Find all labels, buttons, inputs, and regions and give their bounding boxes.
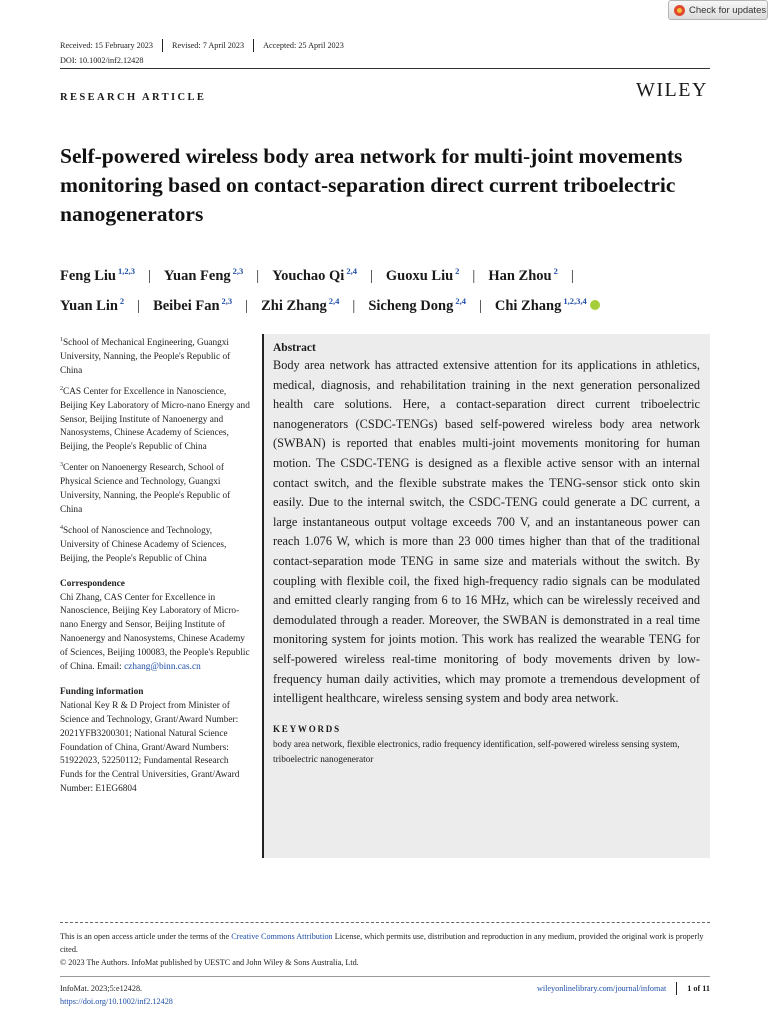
email-link[interactable]: czhang@binn.cas.cn: [124, 662, 201, 673]
journal-link[interactable]: wileyonlinelibrary.com/journal/infomat: [536, 984, 667, 993]
article-type: RESEARCH ARTICLE: [60, 92, 207, 103]
affiliation: $^4$School of Nanoscience and Technology, University of Chinese Academy of Sciences, Beijing, the People's Republic of China: [60, 524, 227, 564]
copyright: © 2023 The Authors. InfoMat published by UESTC and John Wiley & Sons Australia, Ltd.: [60, 958, 359, 967]
author[interactable]: Beibei Fan $^{2,3}$: [153, 296, 233, 314]
affiliation: $^1$School of Mechanical Engineering, Guangxi University, Nanning, the People's Republic of China: [60, 337, 231, 376]
author-line: Feng Liu $^{1,2,3}$ | Yuan Feng $^{2,3}$ | Youchao Qi $^{2,4}$ | Guoxu Liu $^2$ | Han Zhou $^2$ |: [60, 266, 574, 284]
sidebar-info: [60, 334, 250, 797]
page-number: 1 of 11: [676, 982, 710, 995]
author[interactable]: Chi Zhang $^{1,2,3,4}$: [494, 296, 587, 314]
author[interactable]: Han Zhou $^2$: [488, 266, 558, 284]
footer-divider: [60, 922, 710, 923]
citation-block: [60, 982, 173, 1008]
abstract-panel: [262, 334, 710, 858]
received-date: Received: 15 February 2023: [60, 41, 153, 50]
footer-rule: [60, 976, 710, 977]
header-divider: [60, 68, 710, 69]
footer-right: [537, 982, 710, 995]
affiliation: $^2$CAS Center for Excellence in Nanoscience, Beijing Key Laboratory of Micro-nano Energy and Sensor, Beijing Institute of Nanoenergy and Nanosystems, Chinese Academy of Sciences, Beijing, the People's Republic of China: [60, 385, 250, 453]
author[interactable]: Feng Liu $^{1,2,3}$: [60, 266, 135, 284]
author[interactable]: Yuan Feng $^{2,3}$: [163, 266, 244, 284]
keywords-text: body area network, flexible electronics, radio frequency identification, self-powered wireless sensing system, triboelectric nanogenerator: [273, 739, 680, 765]
email-label: Email:: [96, 662, 122, 673]
author-list: [60, 259, 720, 319]
author[interactable]: Zhi Zhang $^{2,4}$: [261, 296, 340, 314]
abstract-text: Body area network has attracted extensive attention for its applications in athletics, medical, diagnosis, and rehabilitation training in the next generation personalized health care solutions. Here, a contact-separation direct current triboelectric nanogenerators (CSDC-TENGs) based self-powered wireless body area network (SWBAN) is reported that enables multi-joint movements monitoring for human motion. The CSDC-TENG is designed as a flexible active sensor with an internal contact switch, and the flexible substrate makes the TENG-sensor stick onto skin easily. Due to the internal switch, the CSDC-TENG could generate a DC current, a large instantaneous output voltage exceeds 700 V, and an instantaneous power can reach 1.076 W, which is more than 23 000 times higher than that of the traditional contact-separation mode TENG in same size and materials without the switch. By coupling with flexible coil, the fixed high-frequency radio signals can be modulated and emitted clearly ranging from 6 to 16 MHz, which can be wirelessly received and demodulated through a reader. Moreover, the SWBAN is demonstrated in a real time monitoring system for joints motion. This work has realized the wearable TENG for self-powered wireless real-time monitoring of body movements driven by low-frequency human daily activities, which may promote a tremendous development of intelligent healthcare, wireless sensing system and body area network.: [273, 358, 700, 706]
author[interactable]: Youchao Qi $^{2,4}$: [272, 266, 357, 284]
article-title: Self-powered wireless body area network for multi-joint movements monitoring based on contact-separation direct current triboelectric nanogenerators: [60, 144, 683, 226]
citation: InfoMat. 2023;5:e12428.: [60, 984, 143, 993]
orcid-icon[interactable]: [590, 300, 600, 310]
correspondence-text: Chi Zhang, CAS Center for Excellence in Nanoscience, Beijing Key Laboratory of Micro-nano Energy and Sensor, Beijing Institute of Nanoenergy and Nanosystems, Chinese Academy of Sciences, Beijing 100083, the People's Republic of China. Email: czhang@binn.cas.cn: [60, 592, 250, 673]
author-line: Yuan Lin $^2$ | Beibei Fan $^{2,3}$ | Zhi Zhang $^{2,4}$ | Sicheng Dong $^{2,4}$ | Chi Zhang $^{1,2,3,4}$: [60, 289, 720, 319]
affiliation: $^3$Center on Nanoenergy Research, School of Physical Science and Technology, Guangxi University, Nanning, the People's Republic of China: [60, 462, 231, 515]
doi-header: DOI: 10.1002/inf2.12428: [60, 56, 144, 65]
revised-date: Revised: 7 April 2023: [162, 39, 253, 52]
article-dates: [60, 39, 353, 52]
check-for-updates-button[interactable]: [668, 0, 768, 20]
author[interactable]: Yuan Lin $^2$: [60, 296, 125, 314]
keywords-heading: KEYWORDS: [273, 723, 341, 734]
check-for-updates-label: Check for updates: [689, 4, 767, 16]
crossmark-icon: [674, 5, 685, 16]
abstract-heading: Abstract: [273, 342, 316, 354]
doi-link[interactable]: https://doi.org/10.1002/inf2.12428: [60, 997, 173, 1006]
author[interactable]: Guoxu Liu $^2$: [385, 266, 460, 284]
funding-text: National Key R & D Project from Minister of Science and Technology, Grant/Award Number: 2021YFB3200301; National Natural Science Foundation of China, Grant/Award Numbers: 51922023, 52250112; Fundamental Research Funds for the Central Universities, Grant/Award Number: E1EG6804: [60, 700, 240, 795]
license-notice: This is an open access article under the terms of the Creative Commons Attribution License, which permits use, distribution and reproduction in any medium, provided the original work is properly cited. © 2023 The Authors. InfoMat published by UESTC and John Wiley & Sons Australia, Ltd.: [60, 930, 710, 969]
publisher-logo: WILEY: [636, 79, 708, 101]
funding-heading: Funding information: [60, 686, 144, 697]
correspondence-heading: Correspondence: [60, 578, 125, 589]
license-link[interactable]: Creative Commons Attribution: [231, 932, 333, 941]
author[interactable]: Sicheng Dong $^{2,4}$: [368, 296, 466, 314]
accepted-date: Accepted: 25 April 2023: [253, 39, 353, 52]
